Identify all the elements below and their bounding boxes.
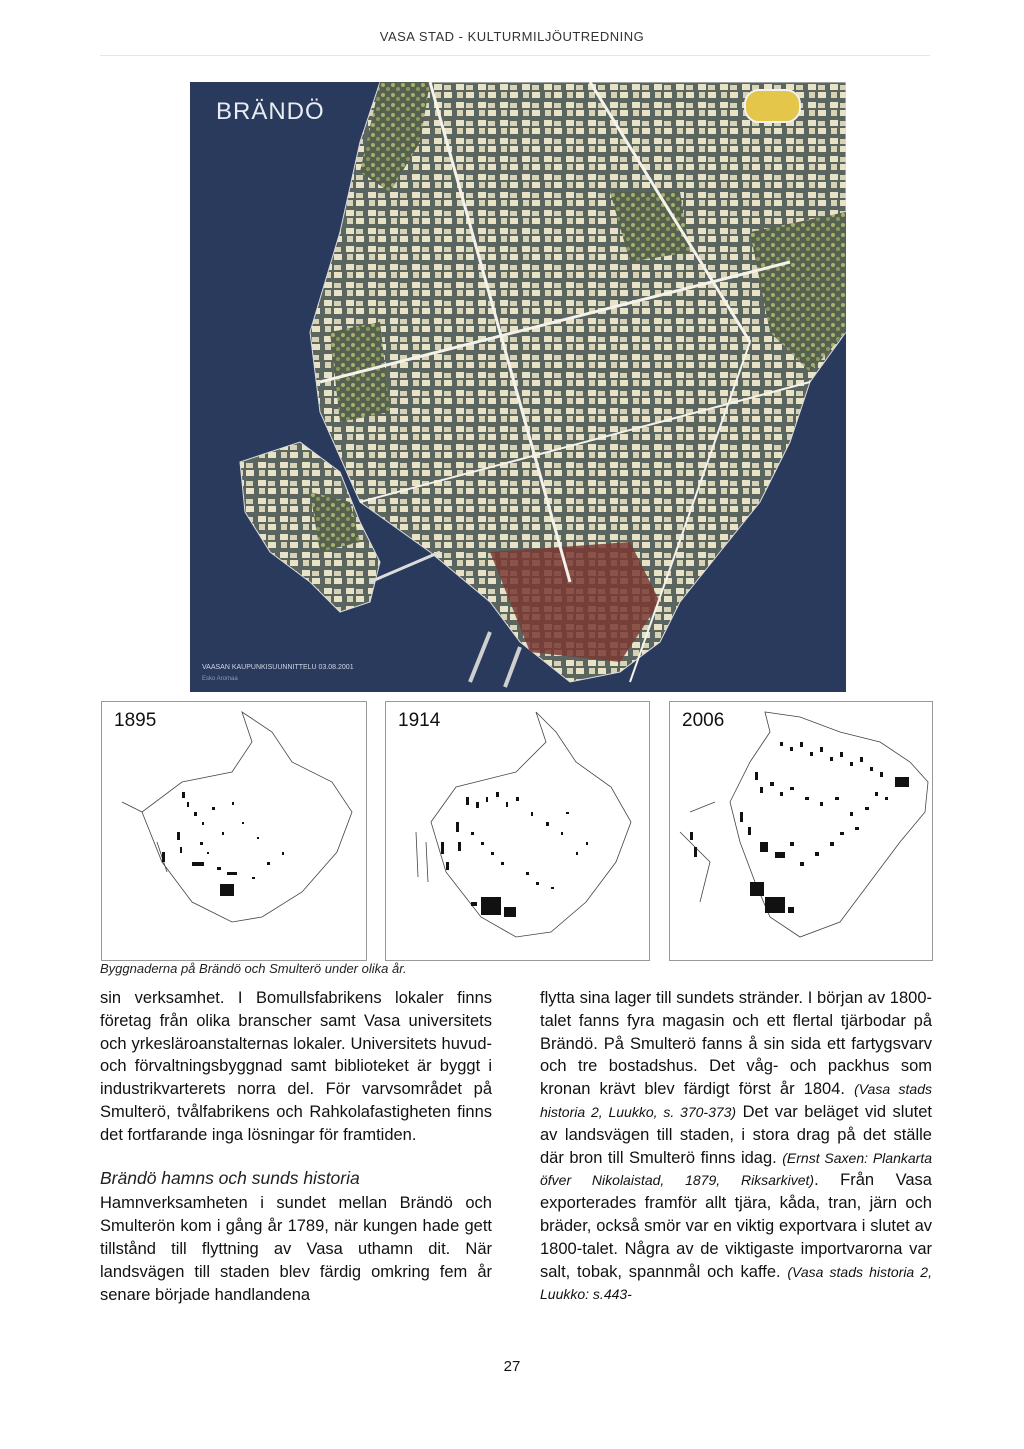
header-rule [100, 55, 930, 56]
citation: (Vasa stads historia 2, Luukko: s.443- [540, 1263, 932, 1303]
running-header: VASA STAD - KULTURMILJÖUTREDNING [379, 29, 645, 44]
text-run: Det var beläget vid slutet av landsvägen till staden, i stora drag på det ställe där bron till Smulterö finns idag. [540, 1102, 932, 1167]
paragraph: sin verksamhet. I Bomullsfabrikens lokaler finns företag från olika branscher samt Vasa universitets och yrkesläroanstalternas lokaler. Universitets huvud- och förvaltningsbyggnad samt biblioteket är byggt i industrikvarterets norra del. För varvsområdet på Smulterö, tvålfabrikens och Rahkolafastigheten finns det fortfarande inga lösningar för framtiden. [100, 989, 492, 1144]
map-1914-drawing [386, 702, 650, 961]
historical-map-1895 [101, 701, 367, 961]
right-text-column [540, 987, 932, 1306]
map-1895-drawing [102, 702, 367, 961]
page-number: 27 [503, 1358, 521, 1375]
aerial-map-drawing [190, 82, 846, 692]
historical-map-1914 [385, 701, 650, 961]
text-run: . Från Vasa exporterades framför allt tjära, kåda, tran, järn och bräder, också smör var en viktig exportvara i slutet av 1800-talet. Några av de viktigaste importvarorna var salt, tobak, spannmål och kaffe. [540, 1171, 932, 1281]
citation: (Ernst Saxen: Plankarta öfver Nikolaistad, 1879, Riksarkivet) [540, 1149, 932, 1189]
map-year-label: 2006 [682, 710, 725, 731]
map-title: BRÄNDÖ [216, 98, 325, 125]
map-year-label: 1914 [398, 710, 441, 731]
map-credit: VAASAN KAUPUNKISUUNNITTELU 03.08.2001 [202, 664, 354, 671]
text-run: flytta sina lager till sundets stränder. I början av 1800-talet fanns fyra magasin och ett flertal tjärbodar på Brändö. På Smulterö fanns å sin sida ett fartygsvarv och tre bostadshus. Det våg- och packhus som kronan krävt blev färdigt först år 1804. [540, 989, 932, 1099]
map-credit-author: Esko Aromaa [202, 676, 238, 682]
left-text-column [100, 987, 492, 1306]
aerial-map-brando [190, 82, 846, 692]
figure-caption: Byggnaderna på Brändö och Smulterö under olika år. [100, 961, 407, 976]
section-heading: Brändö hamns och sunds historia [100, 1167, 360, 1188]
paragraph [540, 987, 932, 1306]
map-year-label: 1895 [114, 710, 157, 731]
paragraph: Hamnverksamheten i sundet mellan Brändö och Smulterön kom i gång år 1789, när kungen hade gett tillstånd till flyttning av Vasa uthamn dit. När landsvägen till staden blev färdig omkring fem år senare började handlandena [100, 1194, 492, 1304]
map-2006-drawing [670, 702, 933, 961]
citation: (Vasa stads historia 2, Luukko, s. 370-373) [540, 1081, 932, 1120]
historical-map-2006 [669, 701, 933, 961]
